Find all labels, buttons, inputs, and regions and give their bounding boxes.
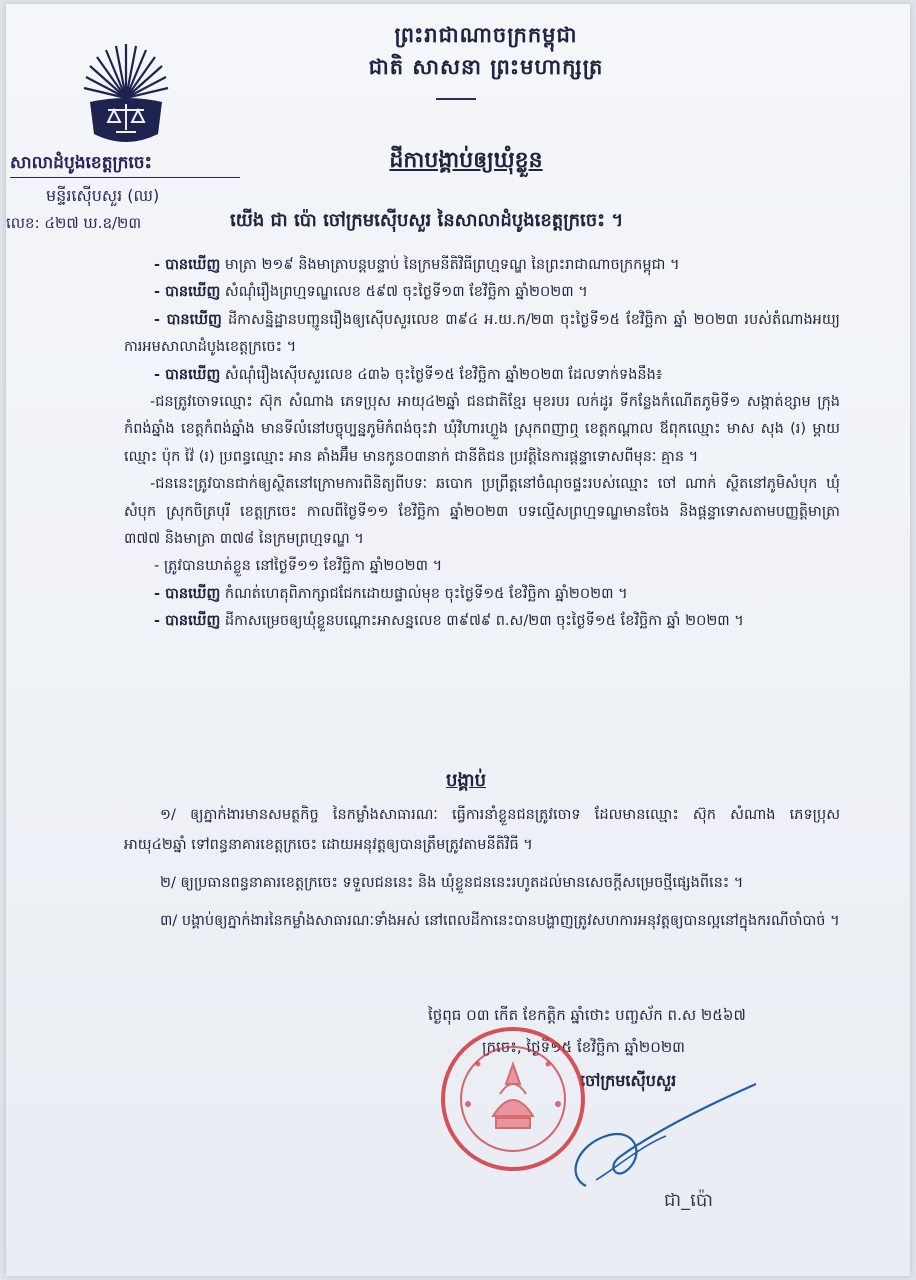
charge-details: -ជននេះត្រូវបានជាក់ឲ្យស្ថិតនៅក្រោមការពិនិត្យពីបទៈ ឆបោក ប្រព្រឹត្តនៅចំណុចផ្ទះរបស់ឈ្មោះ ចៅ ណាក់ ស្ថិតនៅភូមិសំបុក ឃុំសំបុក ស្រុកចិត្របុរី ខេត្តក្រចេះ កាលពីថ្ងៃទី១១ ខែវិច្ឆិកា ឆ្នាំ២០២៣ បទល្មើសព្រហ្មទណ្ឌមានចែង និងផ្តន្ទាទោសតាមបញ្ញត្តិមាត្រា ៣៧៧ និងមាត្រា ៣៧៨ នៃក្រមព្រហ្មទណ្ឌ ។ (124, 476, 840, 548)
order-item: ៣/ បង្គាប់ឲ្យភ្នាក់ងារនៃកម្លាំងសាធារណៈទាំងអស់ នៅពេលដីកានេះបានបង្ហាញត្រូវសហការអនុវត្តឲ្យបានល្អនៅក្នុងករណីចាំបាច់ ។ (160, 913, 840, 929)
reference-number: លេខ: ៤២៧ ឃ.ឧ/២៣ (6, 214, 142, 232)
solar-date: ក្រចេះ, ថ្ងៃទី១៥ ខែវិច្ឆិកា ឆ្នាំ២០២៣ (482, 1038, 685, 1056)
lunar-date: ថ្ងៃពុធ ០៣ កើត ខែកត្តិក ឆ្នាំថោះ បញ្ចស័ក ព.ស ២៥៦៧ (428, 1006, 746, 1024)
consideration-text: ដីកាសម្រេចឲ្យឃុំខ្លួនបណ្តោះអាសន្នលេខ ៣៩៧៩ ព.ស/២៣ ចុះថ្ងៃទី១៥ ខែវិច្ឆិកា ឆ្នាំ ២០២៣ ។ (220, 613, 744, 630)
consideration-text: កំណត់ហេតុពិភាក្សាជជែកដោយផ្ទាល់មុខ ចុះថ្ងៃទី១៥ ខែវិច្ឆិកា ឆ្នាំ២០២៣ ។ (220, 585, 628, 602)
consideration-lead: - បានឃើញ (154, 257, 221, 273)
consideration-text: ដីកាសន្និដ្ឋានបញ្ជូនរឿងឲ្យស៊ើបសួរលេខ ៣៩៤ អ.យ.ក/២៣ ចុះថ្ងៃទី១៥ ខែវិច្ឆិកា ឆ្នាំ ២០២៣ របស់តំណាងអយ្យការអមសាលាដំបូងខេត្តក្រចេះ ។ (124, 311, 840, 356)
arrest-details: - ត្រូវបានឃាត់ខ្លួន នៅថ្ងៃទី១១ ខែវិច្ឆិកា ឆ្នាំ២០២៣ ។ (154, 558, 443, 575)
consideration-lead: - បានឃើញ (154, 613, 221, 630)
document-body (124, 252, 840, 636)
order-heading: បង្គាប់ (446, 770, 486, 791)
kingdom-heading: ព្រះរាជាណាចក្រកម្ពុជា (394, 23, 578, 47)
consideration-item (124, 362, 840, 389)
consideration-item (124, 608, 840, 635)
document-title: ដីកាបង្គាប់ឲ្យឃុំខ្លួន (389, 148, 543, 173)
court-emblem (78, 38, 174, 150)
accused-details: -ជនត្រូវចោទឈ្មោះ ស៊ុក សំណាង ភេទប្រុស អាយុ៤២ឆ្នាំ ជនជាតិខ្មែរ មុខរបរ លក់ដូរ ទីកន្លែងកំណើតភូមិទី១ សង្កាត់ខ្សាម ក្រុងកំពង់ឆ្នាំង ខេត្តកំពង់ឆ្នាំង មានទីលំនៅបច្ចុប្បន្នភូមិកំពង់ចុះវា ឃុំវិហារហ្លួង ស្រុកពញាឮ ខេត្តកណ្តាល ឪពុកឈ្មោះ មាស សុង (រ) ម្តាយឈ្មោះ ប៉ុក វ៉ៃ (រ) ប្រពន្ធឈ្មោះ អាន គាំងអ៊ឹម មានកូន០៣នាក់ ជានីតិជន ប្រវត្តិនៃការផ្តន្ទាទោសពីមុនៈ គ្មាន ។ (124, 394, 840, 465)
signer-name: ជា_ប៉ោ (664, 1190, 713, 1211)
consideration-text: សំណុំរឿងស៊ើបសួរលេខ ៤៣៦ ចុះថ្ងៃទី១៥ ខែវិច្ឆិកា ឆ្នាំ២០២៣ ដែលទាក់ទងនឹង៖ (220, 366, 663, 383)
consideration-item (124, 581, 840, 608)
signature-mark (546, 1076, 766, 1196)
consideration-lead: - បានឃើញ (154, 366, 221, 383)
consideration-item (124, 307, 840, 362)
document-page (6, 4, 910, 1276)
issuing-department: មន្ទីរស៊ើបសួរ (ឈ) (46, 186, 160, 205)
heading-divider (436, 98, 476, 100)
consideration-lead: - បានឃើញ (154, 311, 222, 328)
consideration-text: មាត្រា ២១៩ និងមាត្រាបន្តបន្ទាប់ នៃក្រមនីតិវិធីព្រហ្មទណ្ឌ នៃព្រះរាជាណាចក្រកម្ពុជា ។ (220, 257, 680, 273)
issuing-court: សាលាដំបូងខេត្តក្រចេះ (10, 152, 240, 178)
order-item: ២/ ឲ្យប្រធានពន្ធនាគារខេត្តក្រចេះ ទទួលជននេះ និង ឃុំខ្លួនជននេះរហូតដល់មានសេចក្តីសម្រេចថ្មីផ្សេងពីនេះ ។ (160, 875, 744, 891)
consideration-lead: - បានឃើញ (154, 284, 221, 301)
consideration-lead: - បានឃើញ (154, 585, 221, 602)
consideration-text: សំណុំរឿងព្រហ្មទណ្ឌលេខ ៥៩៧ ចុះថ្ងៃទី១៣ ខែវិច្ឆិកា ឆ្នាំ២០២៣ ។ (220, 284, 588, 301)
intro-line: យើង ជា ប៉ោ ចៅក្រមស៊ើបសួរ នៃសាលាដំបូងខេត្តក្រចេះ ។ (230, 210, 624, 231)
signer-title: ចៅក្រមស៊ើបសួរ (580, 1071, 677, 1090)
order-item: ១/ ឲ្យភ្នាក់ងារមានសមត្ថកិច្ច នៃកម្លាំងសាធារណៈ ធ្វើការនាំខ្លួនជនត្រូវចោទ ដែលមានឈ្មោះ ស៊ុក សំណាង ភេទប្រុស អាយុ៤២ឆ្នាំ ទៅពន្ធនាគារខេត្តក្រចេះ ដោយអនុវត្តឲ្យបានត្រឹមត្រូវតាមនីតិវិធី ។ (124, 807, 840, 853)
national-motto: ជាតិ សាសនា ព្រះមហាក្សត្រ (368, 55, 604, 79)
consideration-item (124, 279, 840, 306)
order-list (124, 800, 840, 944)
consideration-item (124, 252, 840, 279)
